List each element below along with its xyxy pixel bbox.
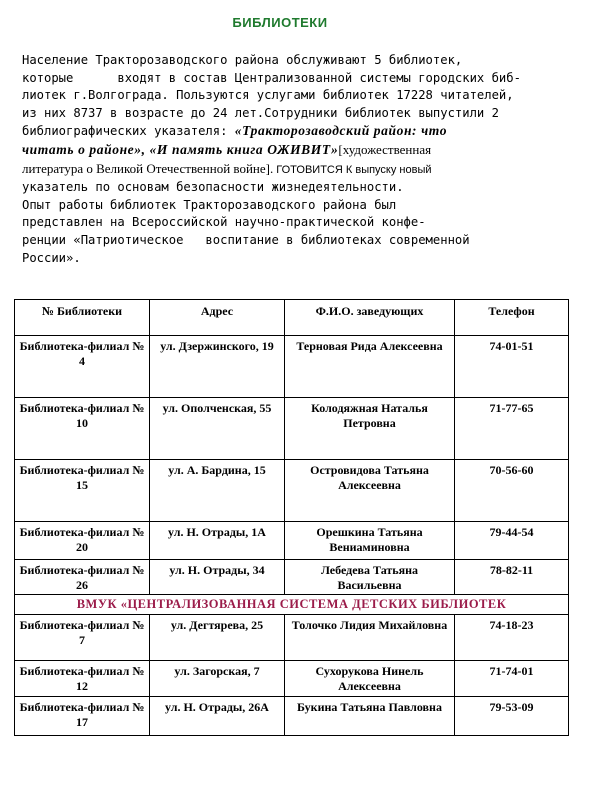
table-row	[15, 697, 569, 736]
library-head: Орешкина Татьяна Вениаминовна	[285, 522, 455, 560]
library-phone: 74-01-51	[455, 336, 569, 398]
library-phone: 71-77-65	[455, 398, 569, 460]
intro-caps: ГОТОВИТСЯ	[273, 163, 343, 176]
intro-paragraph	[22, 52, 542, 267]
library-name: Библиотека-филиал № 12	[15, 661, 150, 697]
library-phone: 78-82-11	[455, 560, 569, 595]
library-address: ул. Н. Отрады, 26А	[150, 697, 285, 736]
intro-line: из них 8737 в возрасте до 24 лет.Сотрудники библиотек выпустили 2	[22, 105, 499, 120]
intro-caps: К выпуску новый	[342, 163, 432, 176]
intro-line: России».	[22, 250, 81, 265]
library-name: Библиотека-филиал № 7	[15, 615, 150, 661]
library-head: Островидова Татьяна Алексеевна	[285, 460, 455, 522]
table-row	[15, 661, 569, 697]
library-name: Библиотека-филиал № 20	[15, 522, 150, 560]
library-phone: 79-44-54	[455, 522, 569, 560]
library-address: ул. А. Бардина, 15	[150, 460, 285, 522]
library-name: Библиотека-филиал № 26	[15, 560, 150, 595]
library-head: Толочко Лидия Михайловна	[285, 615, 455, 661]
table-row	[15, 560, 569, 595]
intro-line: представлен на Всероссийской научно-практической конфе-	[22, 215, 426, 230]
library-head: Лебедева Татьяна Васильевна	[285, 560, 455, 595]
library-head: Букина Татьяна Павловна	[285, 697, 455, 736]
intro-text: [художественная	[338, 141, 432, 157]
libraries-table	[14, 299, 569, 736]
library-address: ул. Загорская, 7	[150, 661, 285, 697]
table-row	[15, 522, 569, 560]
library-phone: 70-56-60	[455, 460, 569, 522]
library-address: ул. Дегтярева, 25	[150, 615, 285, 661]
intro-line: которые входят в состав Централизованной системы городских биб-	[22, 70, 521, 85]
library-head: Колодяжная Наталья Петровна	[285, 398, 455, 460]
intro-line: указатель по основам безопасности жизнедеятельности.	[22, 180, 404, 195]
table-row	[15, 615, 569, 661]
library-phone: 79-53-09	[455, 697, 569, 736]
library-phone: 74-18-23	[455, 615, 569, 661]
section-heading: ВМУК «ЦЕНТРАЛИЗОВАННАЯ СИСТЕМА ДЕТСКИХ БИБЛИОТЕК	[15, 595, 569, 615]
library-head: Терновая Рида Алексеевна	[285, 336, 455, 398]
column-header: Телефон	[455, 300, 569, 336]
page-title: БИБЛИОТЕКИ	[232, 15, 328, 30]
library-address: ул. Н. Отрады, 34	[150, 560, 285, 595]
intro-line: библиографических указателя:	[22, 124, 235, 139]
library-head: Сухорукова Нинель Алексеевна	[285, 661, 455, 697]
column-header: № Библиотеки	[15, 300, 150, 336]
intro-line: Опыт работы библиотек Тракторозаводского района был	[22, 197, 397, 212]
library-address: ул. Дзержинского, 19	[150, 336, 285, 398]
section-row	[15, 595, 569, 615]
intro-text: литература о Великой Отечественной войне].	[22, 160, 274, 176]
library-name: Библиотека-филиал № 10	[15, 398, 150, 460]
column-header: Ф.И.О. заведующих	[285, 300, 455, 336]
library-name: Библиотека-филиал № 17	[15, 697, 150, 736]
library-address: ул. Н. Отрады, 1А	[150, 522, 285, 560]
column-header: Адрес	[150, 300, 285, 336]
intro-emphasis: читать о районе», «И память книга ОЖИВИТ»	[22, 141, 339, 157]
library-name: Библиотека-филиал № 15	[15, 460, 150, 522]
table-row	[15, 460, 569, 522]
intro-emphasis: «Тракторозаводский район: что	[234, 123, 448, 139]
library-phone: 71-74-01	[455, 661, 569, 697]
table-row	[15, 398, 569, 460]
intro-line: Население Тракторозаводского района обслуживают 5 библиотек,	[22, 53, 463, 67]
table-row	[15, 336, 569, 398]
table-header-row	[15, 300, 569, 336]
library-name: Библиотека-филиал № 4	[15, 336, 150, 398]
intro-line: ренции «Патриотическое воспитание в библиотеках современной	[22, 232, 470, 247]
intro-line: лиотек г.Волгограда. Пользуются услугами библиотек 17228 читателей,	[22, 88, 514, 103]
library-address: ул. Ополченская, 55	[150, 398, 285, 460]
